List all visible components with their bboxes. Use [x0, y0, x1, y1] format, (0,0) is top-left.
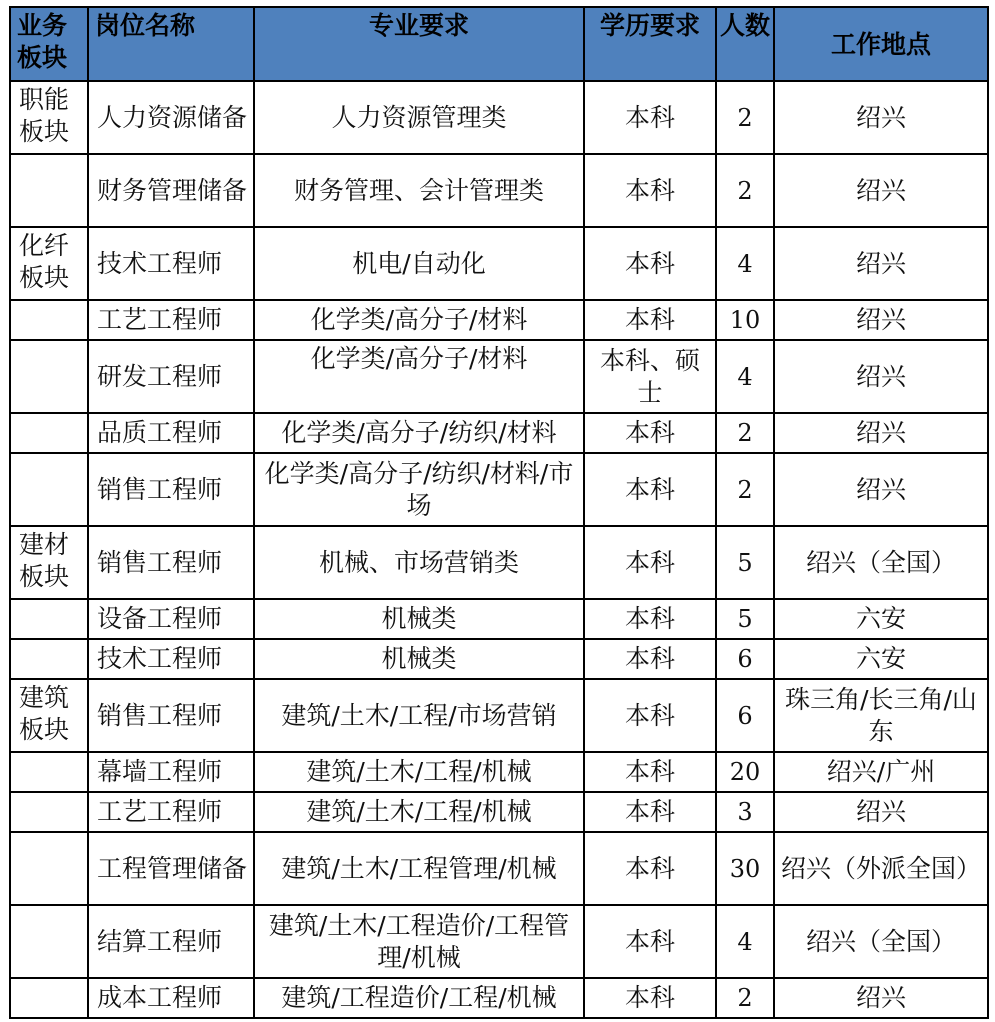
- header-count: 人数: [716, 7, 774, 81]
- count-cell: 3: [716, 792, 774, 832]
- segment-cell: [10, 340, 88, 413]
- position-cell: 工艺工程师: [88, 300, 254, 340]
- education-cell: 本科: [584, 413, 716, 453]
- table-row: [10, 300, 988, 340]
- education-cell: 本科: [584, 300, 716, 340]
- education-cell: 本科: [584, 453, 716, 526]
- education-cell: 本科: [584, 526, 716, 599]
- location-cell: 绍兴: [774, 792, 988, 832]
- count-cell: 20: [716, 752, 774, 792]
- major-cell: 建筑/土木/工程管理/机械: [254, 832, 584, 905]
- position-cell: 品质工程师: [88, 413, 254, 453]
- segment-cell: [10, 792, 88, 832]
- header-location: 工作地点: [774, 7, 988, 81]
- location-cell: 绍兴: [774, 300, 988, 340]
- position-cell: 财务管理储备: [88, 154, 254, 227]
- position-cell: 工程管理储备: [88, 832, 254, 905]
- count-cell: 6: [716, 679, 774, 752]
- table-row: [10, 227, 988, 300]
- table-row: [10, 154, 988, 227]
- segment-cell: [10, 154, 88, 227]
- major-cell: 人力资源管理类: [254, 81, 584, 154]
- recruitment-table: [9, 6, 989, 1019]
- location-cell: 绍兴（外派全国）: [774, 832, 988, 905]
- count-cell: 5: [716, 526, 774, 599]
- count-cell: 6: [716, 639, 774, 679]
- segment-cell: 职能板块: [10, 81, 88, 154]
- header-major: 专业要求: [254, 7, 584, 81]
- major-cell: 化学类/高分子/材料: [254, 300, 584, 340]
- location-cell: 六安: [774, 639, 988, 679]
- location-cell: 绍兴: [774, 81, 988, 154]
- table-row: [10, 413, 988, 453]
- location-cell: 绍兴: [774, 227, 988, 300]
- table-row: [10, 453, 988, 526]
- education-cell: 本科: [584, 81, 716, 154]
- location-cell: 珠三角/长三角/山东: [774, 679, 988, 752]
- header-segment: 业务板块: [10, 7, 88, 81]
- table-row: [10, 978, 988, 1018]
- major-cell: 建筑/土木/工程/市场营销: [254, 679, 584, 752]
- count-cell: 4: [716, 905, 774, 978]
- major-cell: 化学类/高分子/材料: [254, 340, 584, 413]
- segment-cell: [10, 599, 88, 639]
- table-row: [10, 81, 988, 154]
- major-cell: 机械类: [254, 599, 584, 639]
- segment-cell: [10, 752, 88, 792]
- education-cell: 本科: [584, 679, 716, 752]
- location-cell: 六安: [774, 599, 988, 639]
- table-row: [10, 340, 988, 413]
- location-cell: 绍兴: [774, 340, 988, 413]
- major-cell: 化学类/高分子/纺织/材料: [254, 413, 584, 453]
- recruitment-table-container: [9, 6, 989, 1019]
- location-cell: 绍兴: [774, 413, 988, 453]
- location-cell: 绍兴: [774, 453, 988, 526]
- position-cell: 技术工程师: [88, 227, 254, 300]
- header-row: [10, 7, 988, 81]
- table-row: [10, 599, 988, 639]
- education-cell: 本科: [584, 599, 716, 639]
- major-cell: 财务管理、会计管理类: [254, 154, 584, 227]
- education-cell: 本科: [584, 905, 716, 978]
- table-row: [10, 639, 988, 679]
- count-cell: 2: [716, 81, 774, 154]
- education-cell: 本科: [584, 227, 716, 300]
- position-cell: 工艺工程师: [88, 792, 254, 832]
- education-cell: 本科: [584, 978, 716, 1018]
- segment-cell: [10, 639, 88, 679]
- count-cell: 4: [716, 340, 774, 413]
- position-cell: 人力资源储备: [88, 81, 254, 154]
- header-position: 岗位名称: [88, 7, 254, 81]
- segment-cell: [10, 905, 88, 978]
- major-cell: 机械类: [254, 639, 584, 679]
- major-cell: 建筑/工程造价/工程/机械: [254, 978, 584, 1018]
- major-cell: 建筑/土木/工程/机械: [254, 752, 584, 792]
- location-cell: 绍兴（全国）: [774, 905, 988, 978]
- position-cell: 幕墙工程师: [88, 752, 254, 792]
- major-cell: 建筑/土木/工程/机械: [254, 792, 584, 832]
- table-row: [10, 526, 988, 599]
- education-cell: 本科: [584, 752, 716, 792]
- education-cell: 本科、硕士: [584, 340, 716, 413]
- table-row: [10, 905, 988, 978]
- count-cell: 2: [716, 413, 774, 453]
- major-cell: 建筑/土木/工程造价/工程管理/机械: [254, 905, 584, 978]
- location-cell: 绍兴: [774, 978, 988, 1018]
- education-cell: 本科: [584, 639, 716, 679]
- position-cell: 销售工程师: [88, 453, 254, 526]
- education-cell: 本科: [584, 832, 716, 905]
- table-row: [10, 792, 988, 832]
- position-cell: 成本工程师: [88, 978, 254, 1018]
- header-education: 学历要求: [584, 7, 716, 81]
- table-row: [10, 832, 988, 905]
- position-cell: 结算工程师: [88, 905, 254, 978]
- major-cell: 机电/自动化: [254, 227, 584, 300]
- location-cell: 绍兴/广州: [774, 752, 988, 792]
- count-cell: 2: [716, 154, 774, 227]
- major-cell: 化学类/高分子/纺织/材料/市场: [254, 453, 584, 526]
- count-cell: 5: [716, 599, 774, 639]
- segment-cell: 建筑板块: [10, 679, 88, 752]
- position-cell: 销售工程师: [88, 526, 254, 599]
- location-cell: 绍兴: [774, 154, 988, 227]
- position-cell: 研发工程师: [88, 340, 254, 413]
- count-cell: 10: [716, 300, 774, 340]
- education-cell: 本科: [584, 154, 716, 227]
- segment-cell: [10, 453, 88, 526]
- count-cell: 4: [716, 227, 774, 300]
- segment-cell: [10, 300, 88, 340]
- segment-cell: [10, 978, 88, 1018]
- location-cell: 绍兴（全国）: [774, 526, 988, 599]
- education-cell: 本科: [584, 792, 716, 832]
- major-cell: 机械、市场营销类: [254, 526, 584, 599]
- position-cell: 技术工程师: [88, 639, 254, 679]
- count-cell: 2: [716, 978, 774, 1018]
- segment-cell: [10, 413, 88, 453]
- count-cell: 30: [716, 832, 774, 905]
- segment-cell: [10, 832, 88, 905]
- segment-cell: 化纤板块: [10, 227, 88, 300]
- count-cell: 2: [716, 453, 774, 526]
- position-cell: 销售工程师: [88, 679, 254, 752]
- table-row: [10, 752, 988, 792]
- table-row: [10, 679, 988, 752]
- segment-cell: 建材板块: [10, 526, 88, 599]
- position-cell: 设备工程师: [88, 599, 254, 639]
